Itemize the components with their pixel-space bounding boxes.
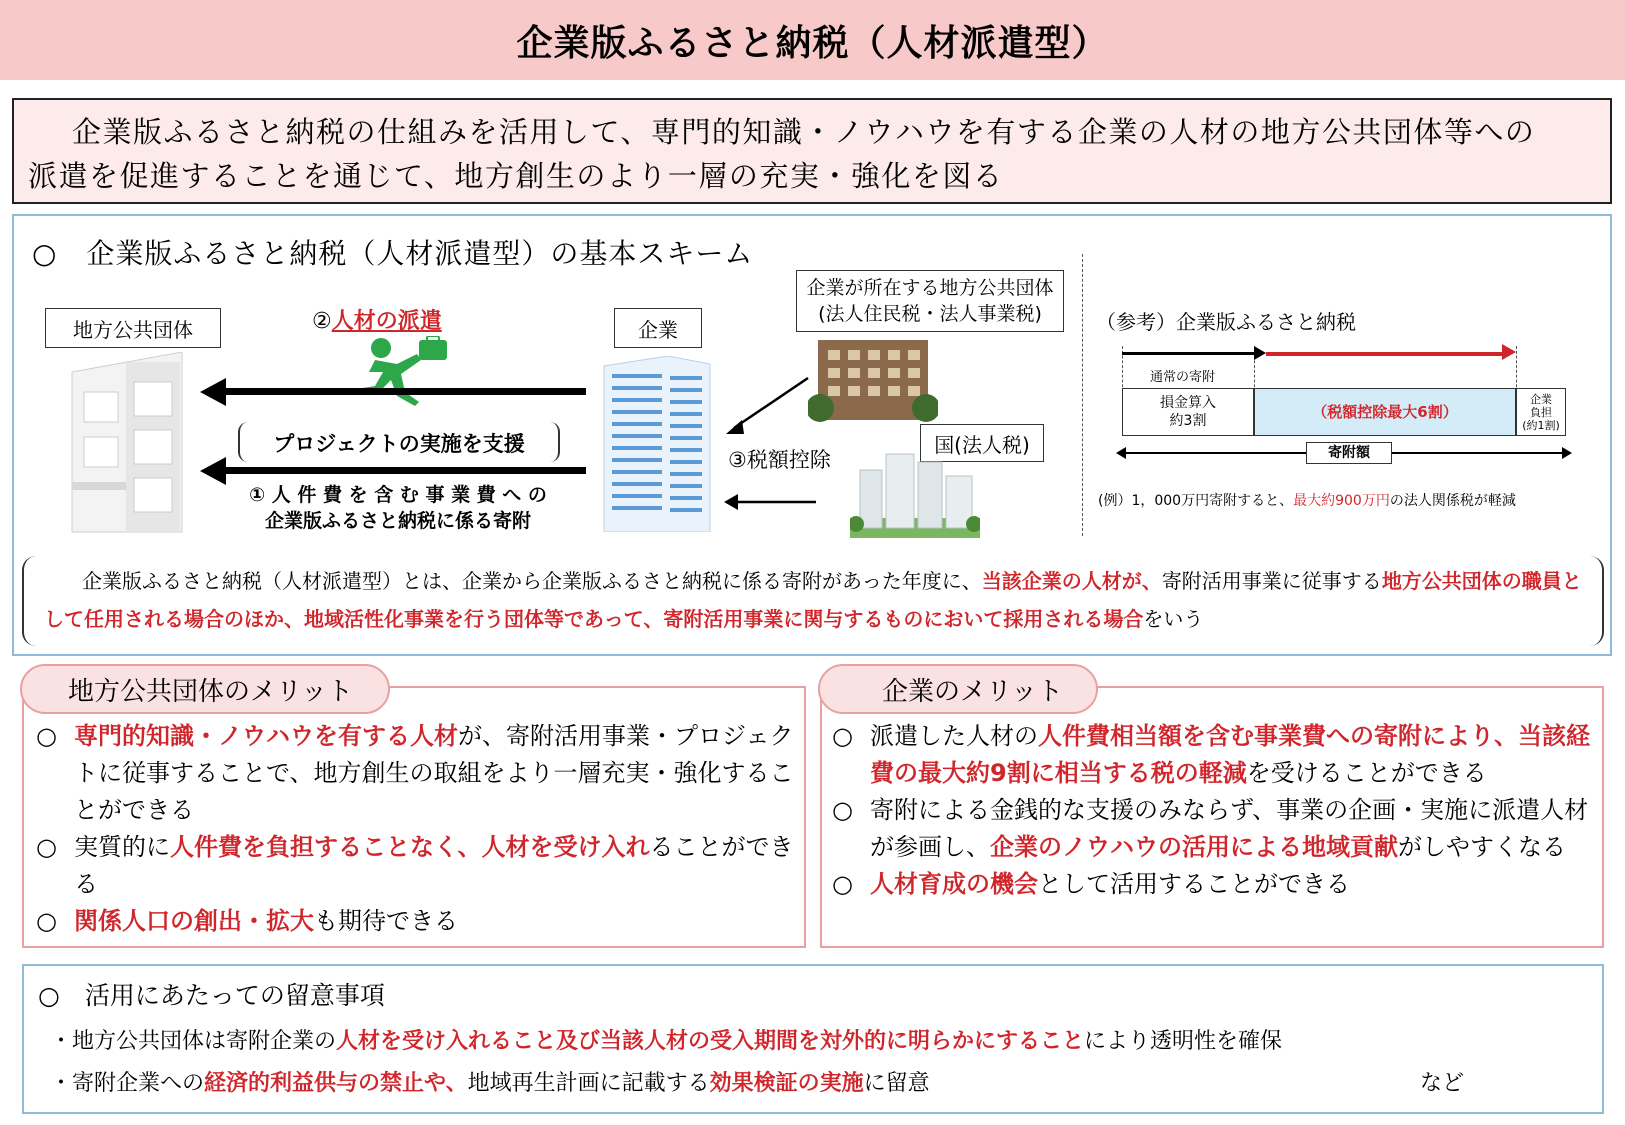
local-item2-pre: 実質的に xyxy=(74,833,170,861)
local-gov-label: 地方公共団体 xyxy=(45,308,221,348)
tax-local-line1: 企業が所在する地方公共団体 xyxy=(806,277,1054,299)
donation-label-line2: 企業版ふるさと納税に係る寄附 xyxy=(264,510,531,532)
reference-divider xyxy=(1082,254,1083,536)
tax-local-line2: (法人住民税・法人事業税) xyxy=(818,303,1042,325)
explanation-box xyxy=(22,556,1604,646)
local-item2-rest: ることができる xyxy=(74,833,794,898)
note1-pre: ・地方公共団体は寄附企業の xyxy=(50,1029,337,1054)
example-suffix: の法人関係税が軽減 xyxy=(1389,493,1516,509)
company-burden-line3: (約1割) xyxy=(1522,418,1560,432)
dispatch-number: ② xyxy=(312,309,332,334)
donation-arrowhead xyxy=(200,457,226,485)
donation-amount-label: 寄附額 xyxy=(1306,442,1392,464)
tax-credit-arrowhead xyxy=(1502,344,1516,360)
reference-example xyxy=(1098,490,1516,510)
note2-mid: 地域再生計画に記載する xyxy=(467,1071,710,1096)
dispatch-text: 人材の派遣 xyxy=(331,309,442,334)
tax-credit-cell: （税額控除最大6割） xyxy=(1254,388,1516,436)
local-item2-red: 人件費を負担することなく、人材を受け入れ xyxy=(170,833,650,861)
page-title: 企業版ふるさと納税（人材派遣型） xyxy=(516,22,1109,64)
dispatch-arrowhead xyxy=(200,378,226,406)
company-burden-line2: 負担 xyxy=(1530,405,1552,419)
company-label: 企業 xyxy=(614,308,702,348)
local-item1-red: 専門的知識・ノウハウを有する人材 xyxy=(74,722,458,750)
company-merit-item-2 xyxy=(832,792,1596,866)
prefecture-building-icon xyxy=(808,336,938,426)
tax-deduction-label: ③税額控除 xyxy=(728,448,831,472)
note1-red: 人材を受け入れること及び当該人材の受入期間を対外的に明らかにすること xyxy=(336,1029,1085,1054)
local-merit-list xyxy=(36,718,798,940)
note2-pre: ・寄附企業への xyxy=(50,1071,205,1096)
note2-rest: に留意 xyxy=(863,1071,930,1096)
company-building-icon xyxy=(598,356,716,532)
local-item3-rest: も期待できる xyxy=(314,907,458,935)
reference-title: （参考）企業版ふるさと納税 xyxy=(1096,310,1356,334)
donation-arrow xyxy=(222,467,586,474)
company-merit-item-1 xyxy=(832,718,1596,792)
company-item1-red2: 当該経費の最大約9割に相当する税の軽減 xyxy=(870,722,1590,787)
tax-local-label xyxy=(796,270,1064,332)
company-item2-pre: 寄附による金銭的な支援のみならず、事業の企画・実施に派遣人材が参画し、 xyxy=(870,796,1589,861)
intro-line-1: 企業版ふるさと納税の仕組みを活用して、専門的知識・ノウハウを有する企業の人材の地方公共団体等への xyxy=(72,115,1536,149)
normal-donation-arrow xyxy=(1122,352,1254,355)
intro-line-2: 派遣を促進することを通じて、地方創生のより一層の充実・強化を図る xyxy=(28,159,1004,193)
local-merit-item-3 xyxy=(36,903,798,940)
company-merit-item-3 xyxy=(832,866,1596,903)
note2-red1: 経済的利益供与の禁止や、 xyxy=(204,1071,468,1096)
tax-credit-arrow xyxy=(1266,352,1506,356)
company-item1-rest: を受けることができる xyxy=(1246,759,1487,787)
donation-label xyxy=(210,482,586,534)
tax-national-label: 国(法人税) xyxy=(920,424,1044,462)
notes-etc: など xyxy=(1420,1071,1465,1096)
company-burden-cell xyxy=(1516,388,1566,436)
normal-donation-arrowhead xyxy=(1254,346,1266,360)
explain-t1: 企業版ふるさと納税（人材派遣型）とは、企業から企業版ふるさと納税に係る寄附があった年度に、 xyxy=(82,569,982,593)
explain-t3: 寄附活用事業に従事する xyxy=(1161,569,1382,593)
company-merit-tab: 企業のメリット xyxy=(818,664,1098,714)
explain-t5: 公共団体の職員として任用される場合のほか、地域活性化事業を行う団体等であって、寄附活用事業に関与するものにおいて採用される場合 xyxy=(44,569,1582,631)
donation-amount-arrowhead-left xyxy=(1116,447,1126,459)
company-item2-rest: がしやすくなる xyxy=(1398,833,1566,861)
company-item1-pre: 派遣した人材の xyxy=(870,722,1038,750)
example-highlight: 最大約900万円 xyxy=(1293,493,1390,509)
loss-inclusion-line1: 損金算入 xyxy=(1160,395,1216,411)
intro-box xyxy=(12,98,1612,204)
company-item3-red: 人材育成の機会 xyxy=(870,870,1038,898)
local-merit-item-1 xyxy=(36,718,798,829)
dispatch-label xyxy=(312,304,442,335)
company-item3-rest: として活用することができる xyxy=(1038,870,1350,898)
local-gov-building-icon xyxy=(62,352,192,534)
note-line-1 xyxy=(50,1024,1282,1055)
local-item1-rest: が、寄附活用事業・プロジェクトに従事することで、地方創生の取組をより一層充実・強化することができる xyxy=(74,722,794,824)
normal-donation-label: 通常の寄附 xyxy=(1150,370,1216,385)
local-merit-item-2 xyxy=(36,829,798,903)
company-merit-list xyxy=(832,718,1596,903)
notes-heading: ○ 活用にあたっての留意事項 xyxy=(38,981,385,1010)
scheme-heading: ○ 企業版ふるさと納税（人材派遣型）の基本スキーム xyxy=(32,237,754,270)
note-line-2 xyxy=(50,1066,930,1097)
local-item3-red: 関係人口の創出・拡大 xyxy=(74,907,314,935)
donation-amount-arrowhead-right xyxy=(1562,447,1572,459)
loss-inclusion-cell xyxy=(1122,388,1254,436)
dispatch-arrow xyxy=(222,388,586,395)
donation-label-line1: ① 人 件 費 を 含 む 事 業 費 へ の xyxy=(249,484,547,506)
running-person-icon xyxy=(355,336,455,408)
note2-red2: 効果検証の実施 xyxy=(709,1071,864,1096)
title-bar xyxy=(0,0,1625,80)
national-buildings-icon xyxy=(850,448,980,538)
example-prefix: (例）1，000万円寄附すると、 xyxy=(1098,493,1294,509)
company-item2-red: 企業のノウハウの活用による地域貢献 xyxy=(990,833,1398,861)
company-item1-red1: 人件費相当額を含む事業費への寄附により、 xyxy=(1038,722,1518,750)
note1-rest: により透明性を確保 xyxy=(1084,1029,1283,1054)
explain-t6: をいう xyxy=(1143,607,1204,631)
explain-t2: 当該企業の人材が、 xyxy=(981,569,1162,593)
loss-inclusion-line2: 約3割 xyxy=(1169,413,1207,429)
ref-dash-right xyxy=(1516,346,1517,392)
company-burden-line1: 企業 xyxy=(1530,392,1552,406)
support-label: プロジェクトの実施を支援 xyxy=(273,432,525,456)
explain-t4: 地方 xyxy=(1381,569,1422,593)
local-merit-tab: 地方公共団体のメリット xyxy=(20,664,390,714)
